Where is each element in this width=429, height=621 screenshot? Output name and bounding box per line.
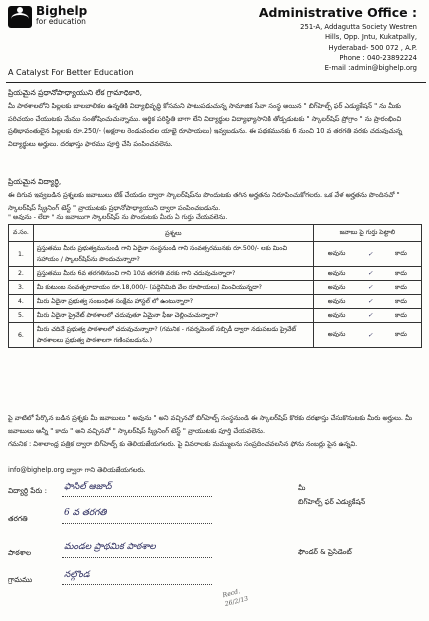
table-row — [9, 242, 422, 267]
checkmark-icon: ✓ — [367, 312, 373, 319]
student-name-label: విద్యార్థి పేరు : — [8, 486, 47, 495]
closing-text: మీ — [298, 484, 306, 492]
village-line — [62, 584, 212, 585]
address-line-1: 251-A, Addagutta Society Westren — [300, 23, 417, 31]
checkmark-icon: ✓ — [367, 284, 373, 291]
no-option[interactable]: కాదు — [394, 269, 407, 277]
answer-cell[interactable] — [313, 309, 421, 323]
school-line — [62, 557, 212, 558]
table-row — [9, 323, 422, 348]
office-title: Administrative Office : — [258, 5, 417, 20]
eligibility-note: పై వాటిలో పేర్కొన బడిన ప్రశ్నకు మీ జవాబులు " అవును " అని వచ్చినచో బిగ్‌హెల్ప్ సంస్థనుండి ఈ స్కాలర్‌షిప్ కొరకు దరఖాస్తు చేసుకొనుటకు మీరు అర్హులు. మీ జవాబులు అన్నీ " కాదు " అని వచ్చినచో " స్కాలర్‌షిప్ స్క్రీనింగ్ టెస్ట్ " వ్రాయుటకు పూర్తి చేయవలెను. — [8, 414, 413, 435]
greeting-headmaster: ప్రియమైన ప్రధానోపాధ్యాయుని లేక గ్రామాధికారి, — [8, 88, 143, 97]
question-text: మీరు ఏదైనా ప్రైవేట్ పాఠశాలలో చదువుతూ ఏమైనా ఫీజు చెల్లించుచున్నారా? — [33, 309, 313, 323]
address-line-3: Hyderabad- 500 072 , A.P. — [328, 43, 417, 52]
yes-option[interactable]: అవును — [327, 250, 346, 257]
question-text: మీరు చదివే ప్రభుత్వ పాఠశాలలో చదువుచున్నారా? (గమనిక - గవర్నమెంట్ సబ్సిడీ ద్వారా నడుపబడు ప్రైవేట్ పాఠశాలలు ప్రభుత్వ పాఠశాలగా గణింపబడును.) — [33, 323, 313, 348]
table-row — [9, 295, 422, 309]
table-row — [9, 267, 422, 281]
yes-option[interactable]: అవును — [327, 331, 346, 338]
checkmark-icon: ✓ — [367, 270, 373, 277]
question-header: ప్రశ్నలు — [33, 225, 313, 242]
yes-option[interactable]: అవును — [327, 269, 346, 277]
answer-cell[interactable] — [313, 281, 421, 295]
received-stamp: Recd. 26/2/13 — [221, 588, 249, 608]
row-number: 5. — [9, 309, 34, 323]
answer-cell[interactable] — [313, 242, 421, 267]
class-value[interactable]: 6 వ తరగతి — [64, 508, 107, 518]
question-text: ప్రస్తుతము మీరు 6వ తరగతినుంచి గాని 10వ తరగతి వరకు గాని చదువుచున్నారా? — [33, 267, 313, 281]
no-option[interactable]: కాదు — [394, 331, 407, 338]
header-divider — [6, 82, 426, 83]
school-label: పాఠశాల — [8, 548, 32, 557]
bighelp-logo-icon — [8, 6, 32, 28]
email-note: info@bighelp.org ద్వారా గాని తెలియజేయగలరు. — [8, 466, 146, 474]
address-line-2: Hills, Opp. Jntu, Kukatpally, — [324, 33, 417, 42]
table-row — [9, 281, 422, 295]
no-option[interactable]: కాదు — [394, 297, 407, 305]
checkmark-icon: ✓ — [367, 250, 373, 258]
question-text: మీ కుటుంబ సంవత్సరాదాయం రూ.18,000/- (పద్దెనిమిది వేల రూపాయలు) మించియున్నదా? — [33, 281, 313, 295]
greeting-student: ప్రియమైన విద్యార్థి, — [8, 177, 62, 186]
class-label: తరగతి — [8, 514, 28, 523]
row-number: 4. — [9, 295, 34, 309]
table-row — [9, 309, 422, 323]
student-name-line — [62, 496, 212, 497]
signatory-title: ఫౌండర్ & ప్రెసిడెంట్ — [298, 548, 352, 556]
question-text: మీరు ఏదైనా ప్రభుత్వ సంబంధిత సంక్షేమ హాస్టల్ లో ఉంటున్నారా? — [33, 295, 313, 309]
answer-cell[interactable] — [313, 295, 421, 309]
yes-option[interactable]: అవును — [327, 283, 346, 291]
village-value[interactable]: నల్గొండ — [64, 570, 90, 580]
phone-line: Phone : 040-23892224 — [339, 53, 417, 62]
yes-option[interactable]: అవును — [327, 297, 346, 305]
answer-cell[interactable] — [313, 323, 421, 348]
sno-header: వ.సం. — [9, 225, 34, 242]
table-header-row — [9, 225, 422, 242]
answer-cell[interactable] — [313, 267, 421, 281]
no-option[interactable]: కాదు — [394, 283, 407, 291]
row-number: 6. — [9, 323, 34, 348]
email-line: E-mail :admin@bighelp.org — [324, 64, 417, 73]
question-text: ప్రస్తుతము మీరు ప్రభుత్వమునుండి గాని ఏదైనా సంస్థనుండి గాని సంవత్సరమునకు రూ.500/- లకు మించి సహాయం / స్కాలర్‌షిప్‌ను పొందుచున్నారా? — [33, 242, 313, 267]
no-option[interactable]: కాదు — [394, 311, 407, 319]
eligibility-questions-table — [8, 224, 422, 348]
no-option[interactable]: కాదు — [394, 250, 407, 257]
checkmark-icon: ✓ — [367, 331, 373, 339]
tagline: A Catalyst For Better Education — [8, 68, 134, 77]
row-number: 2. — [9, 267, 34, 281]
village-label: గ్రామము — [8, 575, 33, 584]
student-paragraph: ఈ దిగువ ఇవ్వబడిన ప్రశ్నలకు జవాబులు టిక్ చేయడం ద్వారా స్కాలర్‌షిప్‌ను పొందుటకు తగిన అర్హతను నిరూపించుకోగలరు. ఒక వేళ అర్హతను పొందినచో " స్కాలర్‌షిప్ స్క్రీనింగ్ టెస్ట్ " వ్రాయుటకు ప్రధానోపాధ్యాయుని ద్వారా పంపించబడును. — [8, 191, 400, 212]
row-number: 1. — [9, 242, 34, 267]
class-line — [62, 523, 212, 524]
brand-subtitle: for education — [36, 17, 86, 26]
intro-paragraph: మీ పాఠశాలలోని పిల్లలకు బాలబాలికల ఉన్నతికి విద్యాభివృద్ధి కోసమని పాటుపడుచున్న సామాజిక సేవా సంస్థ అయిన " బిగ్‌హెల్ప్ ఫర్ ఎడ్యుకేషన్ " ను మీకు పరిచయం చేయుటకు మేము సంతోషించుచున్నాము. ఆర్థిక పరిస్థితి బాగా లేని విద్యార్థుల విద్యాభ్యాసానికి తోడ్పడుటకు " స్కాలర్‌షిప్ ప్రోగ్రాం " ను ప్రారంభించి ప్రతిభావంతులైన పిల్లలకు రూ.250/- (అక్షరాల రెండువందల యాభై రూపాయలు) ఇవ్వబడును. ఈ పథకమునకు 6 నుంచి 10 వ తరగతి వరకు చదువుచున్న విద్యార్థులు అర్హులు. దరఖాస్తు ఫారము పూర్తి చేసి పంపించవలెను. — [8, 102, 403, 148]
row-number: 3. — [9, 281, 34, 295]
instruction-line: " అవును - లేదా " ను జవాబుగా స్కాలర్‌షిప్ ను పొందుటకు మీరు ఏ గుర్తు చేయవలెను. — [8, 213, 228, 221]
answer-header: జవాబు పై గుర్తు పెట్టాలి — [313, 225, 421, 242]
student-name-value[interactable]: ఫాసిల్ ఆజాద్ — [64, 482, 112, 492]
organization-name: బిగ్‌హెల్ప్ ఫర్ ఎడ్యుకేషన్ — [298, 498, 366, 506]
checkmark-icon: ✓ — [367, 298, 373, 305]
contact-note: గమనిక : విశాలాంధ్ర పత్రిక ద్వారా బిగ్‌హెల్ప్ కు తెలియజేయగలరు. పై వివరాలకు మమ్ములను సంప్రదించవలసిన ఫోను నంబర్లు పైన ఉన్నవి. — [8, 440, 358, 448]
brand-name: Bighelp — [36, 4, 88, 18]
school-value[interactable]: మండల ప్రాథమిక పాఠశాల — [64, 542, 156, 552]
yes-option[interactable]: అవును — [327, 311, 346, 319]
office-address — [227, 22, 417, 73]
